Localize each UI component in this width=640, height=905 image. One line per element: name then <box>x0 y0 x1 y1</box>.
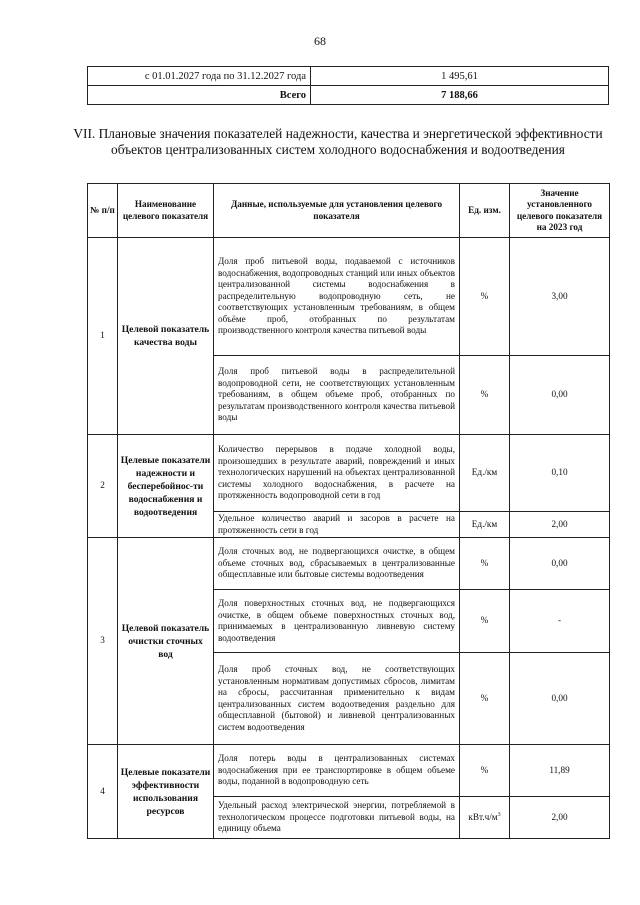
value-cell: 0,00 <box>510 653 610 745</box>
table-row <box>88 238 610 356</box>
value-cell: 0,10 <box>510 435 610 512</box>
indicator-data: Доля проб питьевой воды, подаваемой с источников водоснабжения, водопроводных станций или иных объектов централизованной системы водоснабжения в распределительную водопроводную сеть, не соответствующих установленным требованиям, в общем объёме проб, отобранных по результатам производственного контроля качества питьевой воды <box>214 238 460 356</box>
indicator-name: Целевой показатель качества воды <box>118 238 214 435</box>
unit-superscript: 3 <box>497 811 501 818</box>
unit-cell: Ед./км <box>460 435 510 512</box>
indicator-data: Удельный расход электрической энергии, потребляемой в технологическом процессе подготовки питьевой воды, на единицу объема <box>214 797 460 839</box>
unit-cell: % <box>460 590 510 653</box>
unit-cell: Ед./км <box>460 512 510 538</box>
unit-cell <box>460 797 510 839</box>
indicator-data: Доля проб сточных вод, не соответствующих установленным нормативам допустимых сбросов, лимитам на сбросы, рассчитанная применительно к видам централизованных систем водоотведения раздельно для общесплавной (бытовой) и ливневой централизованных систем водоотведения <box>214 653 460 745</box>
indicator-data: Доля потерь воды в централизованных системах водоснабжения при ее транспортировке в общем объеме воды, поданной в водопроводную сеть <box>214 745 460 797</box>
indicator-data: Доля сточных вод, не подвергающихся очистке, в общем объеме сточных вод, сбрасываемых в централизованные общесплавные или бытовые системы водоотведения <box>214 538 460 590</box>
summary-value: 1 495,61 <box>311 67 609 86</box>
page-number: 68 <box>314 34 326 48</box>
unit-cell: % <box>460 356 510 435</box>
indicator-data: Количество перерывов в подаче холодной воды, произошедших в результате аварий, повреждений и иных технологических нарушений на объектах централизованной системы холодного водоснабжения, в расчете на протяженность водопроводной сети в год <box>214 435 460 512</box>
value-cell: 2,00 <box>510 512 610 538</box>
table-row <box>88 435 610 512</box>
indicator-name: Целевой показатель очистки сточных вод <box>118 538 214 745</box>
value-cell: 2,00 <box>510 797 610 839</box>
indicators-table <box>87 183 610 839</box>
table-row <box>88 538 610 590</box>
section-title: VII. Плановые значения показателей надежности, качества и энергетической эффективности объектов централизованных систем холодного водоснабжения и водоотведения <box>73 126 603 157</box>
summary-row <box>88 67 609 86</box>
indicator-data: Доля проб питьевой воды в распределительной водопроводной сети, не соответствующих установленным требованиям, в общем объеме проб, отобранных по результатам производственного контроля качества питьевой воды <box>214 356 460 435</box>
value-cell: 0,00 <box>510 356 610 435</box>
table-header-row <box>88 184 610 238</box>
header-indicator: Наименование целевого показателя <box>118 184 214 238</box>
header-value: Значение установленного целевого показателя на 2023 год <box>510 184 610 238</box>
row-number: 1 <box>88 238 118 435</box>
indicator-name: Целевые показатели надежности и бесперебойнос-ти водоснабжения и водоотведения <box>118 435 214 538</box>
summary-total-value: 7 188,66 <box>311 86 609 105</box>
indicator-data: Удельное количество аварий и засоров в расчете на протяженность сети в год <box>214 512 460 538</box>
unit-cell: % <box>460 745 510 797</box>
header-data: Данные, используемые для установления целевого показателя <box>214 184 460 238</box>
row-number: 4 <box>88 745 118 839</box>
summary-table <box>87 66 609 105</box>
unit-cell: % <box>460 653 510 745</box>
header-unit: Ед. изм. <box>460 184 510 238</box>
indicator-name: Целевые показатели эффективности использования ресурсов <box>118 745 214 839</box>
summary-period: с 01.01.2027 года по 31.12.2027 года <box>88 67 311 86</box>
unit-cell: % <box>460 538 510 590</box>
table-row <box>88 745 610 797</box>
row-number: 3 <box>88 538 118 745</box>
value-cell: 0,00 <box>510 538 610 590</box>
summary-total-label: Всего <box>88 86 311 105</box>
unit-text: кВт.ч/м <box>468 811 498 822</box>
indicator-data: Доля поверхностных сточных вод, не подвергающихся очистке, в общем объеме поверхностных сточных вод, принимаемых в централизованную ливневую систему водоотведения <box>214 590 460 653</box>
value-cell: - <box>510 590 610 653</box>
header-num: № п/п <box>88 184 118 238</box>
value-cell: 3,00 <box>510 238 610 356</box>
unit-cell: % <box>460 238 510 356</box>
row-number: 2 <box>88 435 118 538</box>
summary-total-row <box>88 86 609 105</box>
value-cell: 11,89 <box>510 745 610 797</box>
